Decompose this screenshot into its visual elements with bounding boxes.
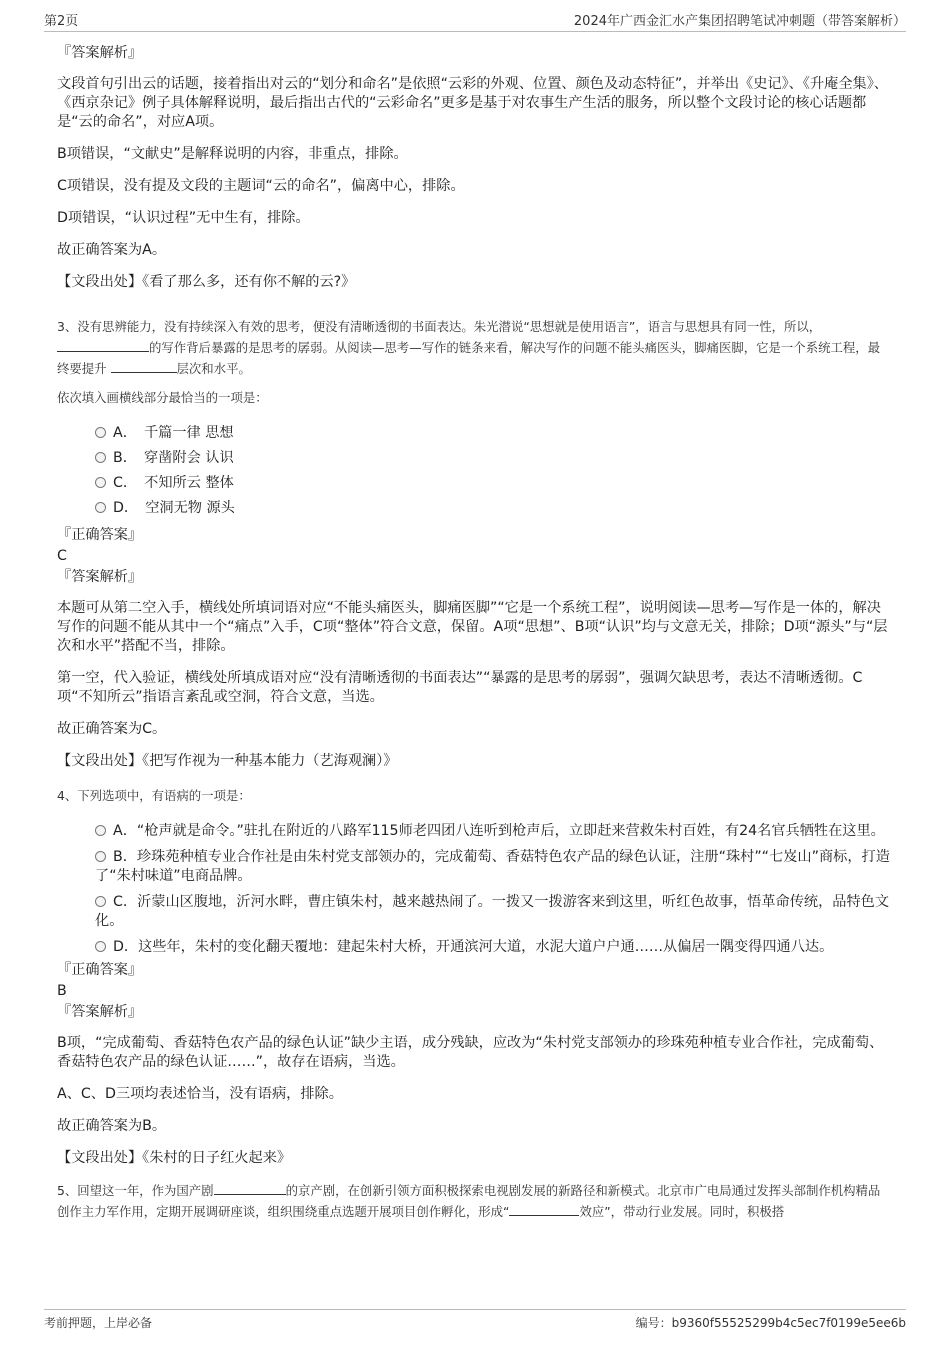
radio-icon[interactable] — [95, 427, 106, 438]
correct-answer-label: 『正确答案』 — [57, 527, 143, 543]
fill-blank — [509, 1203, 579, 1216]
correct-answer-label: 『正确答案』 — [57, 962, 143, 978]
analysis-label: 『答案解析』 — [57, 569, 143, 585]
analysis-paragraph: 文段首句引出云的话题，接着指出对云的“划分和命名”是依照“云彩的外观、位置、颜色及动态特征”，并举出《史记》、《升庵全集》、《西京杂记》例子具体解释说明，最后指出古代的“云彩命名”更多是基于对农事生产生活的服务，所以整个文段讨论的核心话题都是“云的命名”，对应A项。 — [57, 76, 888, 130]
question-stem: 3、没有思辨能力，没有持续深入有效的思考，便没有清晰透彻的书面表达。朱光潜说“思想就是使用语言”，语言与思想具有同一性，所以，的写作背后暴露的是思考的孱弱。从阅读—思考—写作的链条来看，解决写作的问题不能头痛医头，脚痛医脚，它是一个系统工程，最终要提升 层次和水平。 — [57, 319, 881, 376]
source-citation: 【文段出处】《看了那么多，还有你不解的云?》 — [57, 274, 356, 290]
source-citation: 【文段出处】《朱村的日子红火起来》 — [57, 1150, 292, 1166]
correct-answer: B — [57, 983, 67, 999]
option-b[interactable]: B．珍珠苑种植专业合作社是由朱村党支部领办的，完成葡萄、香菇特色农产品的绿色认证，注册“珠村”“七岌山”商标，打造了“朱村味道”电商品牌。 — [95, 849, 890, 884]
option-c[interactable]: C． 不知所云 整体 — [95, 474, 892, 493]
document-body — [57, 44, 892, 1222]
correct-answer: C — [57, 548, 67, 564]
option-d[interactable]: D． 空洞无物 源头 — [95, 499, 892, 518]
analysis-paragraph: 第一空，代入验证，横线处所填成语对应“没有清晰透彻的书面表达”“暴露的是思考的孱弱”，强调欠缺思考，表达不清晰透彻。C项“不知所云”指语言紊乱或空洞，符合文意，当选。 — [57, 670, 863, 705]
source-citation: 【文段出处】《把写作视为一种基本能力（艺海观澜）》 — [57, 753, 398, 769]
question-stem: 5、回望这一年，作为国产剧 的京产剧，在创新引领方面积极探索电视剧发展的新路径和新模式。北京市广电局通过发挥头部制作机构精品创作主力军作用，定期开展调研座谈，组织围绕重点选题开展项目创作孵化，形成“ 效应”，带动行业发展。同时，积极搭 — [57, 1183, 881, 1219]
option-b[interactable]: B． 穿凿附会 认识 — [95, 449, 892, 468]
radio-icon[interactable] — [95, 941, 106, 952]
answer-statement: 故正确答案为A。 — [57, 242, 167, 258]
fill-blank — [214, 1182, 286, 1195]
fill-blank — [57, 339, 149, 352]
fill-blank — [111, 360, 177, 373]
footer-slogan: 考前押题，上岸必备 — [44, 1316, 153, 1330]
document-title: 2024年广西金汇水产集团招聘笔试冲刺题（带答案解析） — [573, 14, 906, 29]
radio-icon[interactable] — [95, 896, 106, 907]
footer-divider — [44, 1309, 906, 1310]
analysis-paragraph: B项，“完成葡萄、香菇特色农产品的绿色认证”缺少主语，成分残缺，应改为“朱村党支部领办的珍珠苑种植专业合作社，完成葡萄、香菇特色农产品的绿色认证……”，故存在语病，当选。 — [57, 1035, 884, 1070]
option-c[interactable]: C．沂蒙山区腹地，沂河水畔，曹庄镇朱村，越来越热闹了。一拨又一拨游客来到这里，听红色故事，悟革命传统，品特色文化。 — [95, 894, 890, 929]
header-divider — [44, 31, 906, 32]
radio-icon[interactable] — [95, 477, 106, 488]
option-d[interactable]: D．这些年，朱村的变化翻天覆地：建起朱村大桥，开通滨河大道，水泥大道户户通……从偏居一隅变得四通八达。 — [95, 938, 892, 957]
analysis-paragraph: 本题可从第二空入手，横线处所填词语对应“不能头痛医头，脚痛医脚”“它是一个系统工程”，说明阅读—思考—写作是一体的，解决写作的问题不能从其中一个“痛点”入手，C项“整体”符合文意，保留。A项“思想”、B项“认识”均与文意无关，排除；D项“源头”与“层次和水平”搭配不当，排除。 — [57, 600, 888, 654]
page-number: 第2页 — [44, 14, 79, 29]
radio-icon[interactable] — [95, 825, 106, 836]
analysis-paragraph: A、C、D三项均表述恰当，没有语病，排除。 — [57, 1086, 343, 1102]
analysis-paragraph: C项错误，没有提及文段的主题词“云的命名”，偏离中心，排除。 — [57, 178, 465, 194]
radio-icon[interactable] — [95, 452, 106, 463]
analysis-paragraph: B项错误，“文献史”是解释说明的内容，非重点，排除。 — [57, 146, 408, 162]
option-a[interactable]: A． 千篇一律 思想 — [95, 424, 892, 443]
radio-icon[interactable] — [95, 851, 106, 862]
document-code: 编号：b9360f55525299b4c5ec7f0199e5ee6b — [635, 1316, 906, 1330]
analysis-label: 『答案解析』 — [57, 1004, 143, 1020]
answer-statement: 故正确答案为B。 — [57, 1118, 167, 1134]
option-a[interactable]: A．“枪声就是命令。”驻扎在附近的八路军115师老四团八连听到枪声后，立即赶来营救朱村百姓，有24名官兵牺牲在这里。 — [95, 822, 892, 841]
answer-statement: 故正确答案为C。 — [57, 721, 167, 737]
page-header — [44, 10, 906, 30]
analysis-label: 『答案解析』 — [57, 45, 143, 61]
analysis-paragraph: D项错误，“认识过程”无中生有，排除。 — [57, 210, 310, 226]
question-prompt: 依次填入画横线部分最恰当的一项是： — [57, 390, 268, 405]
radio-icon[interactable] — [95, 502, 106, 513]
question-stem: 4、下列选项中，有语病的一项是： — [57, 788, 251, 803]
